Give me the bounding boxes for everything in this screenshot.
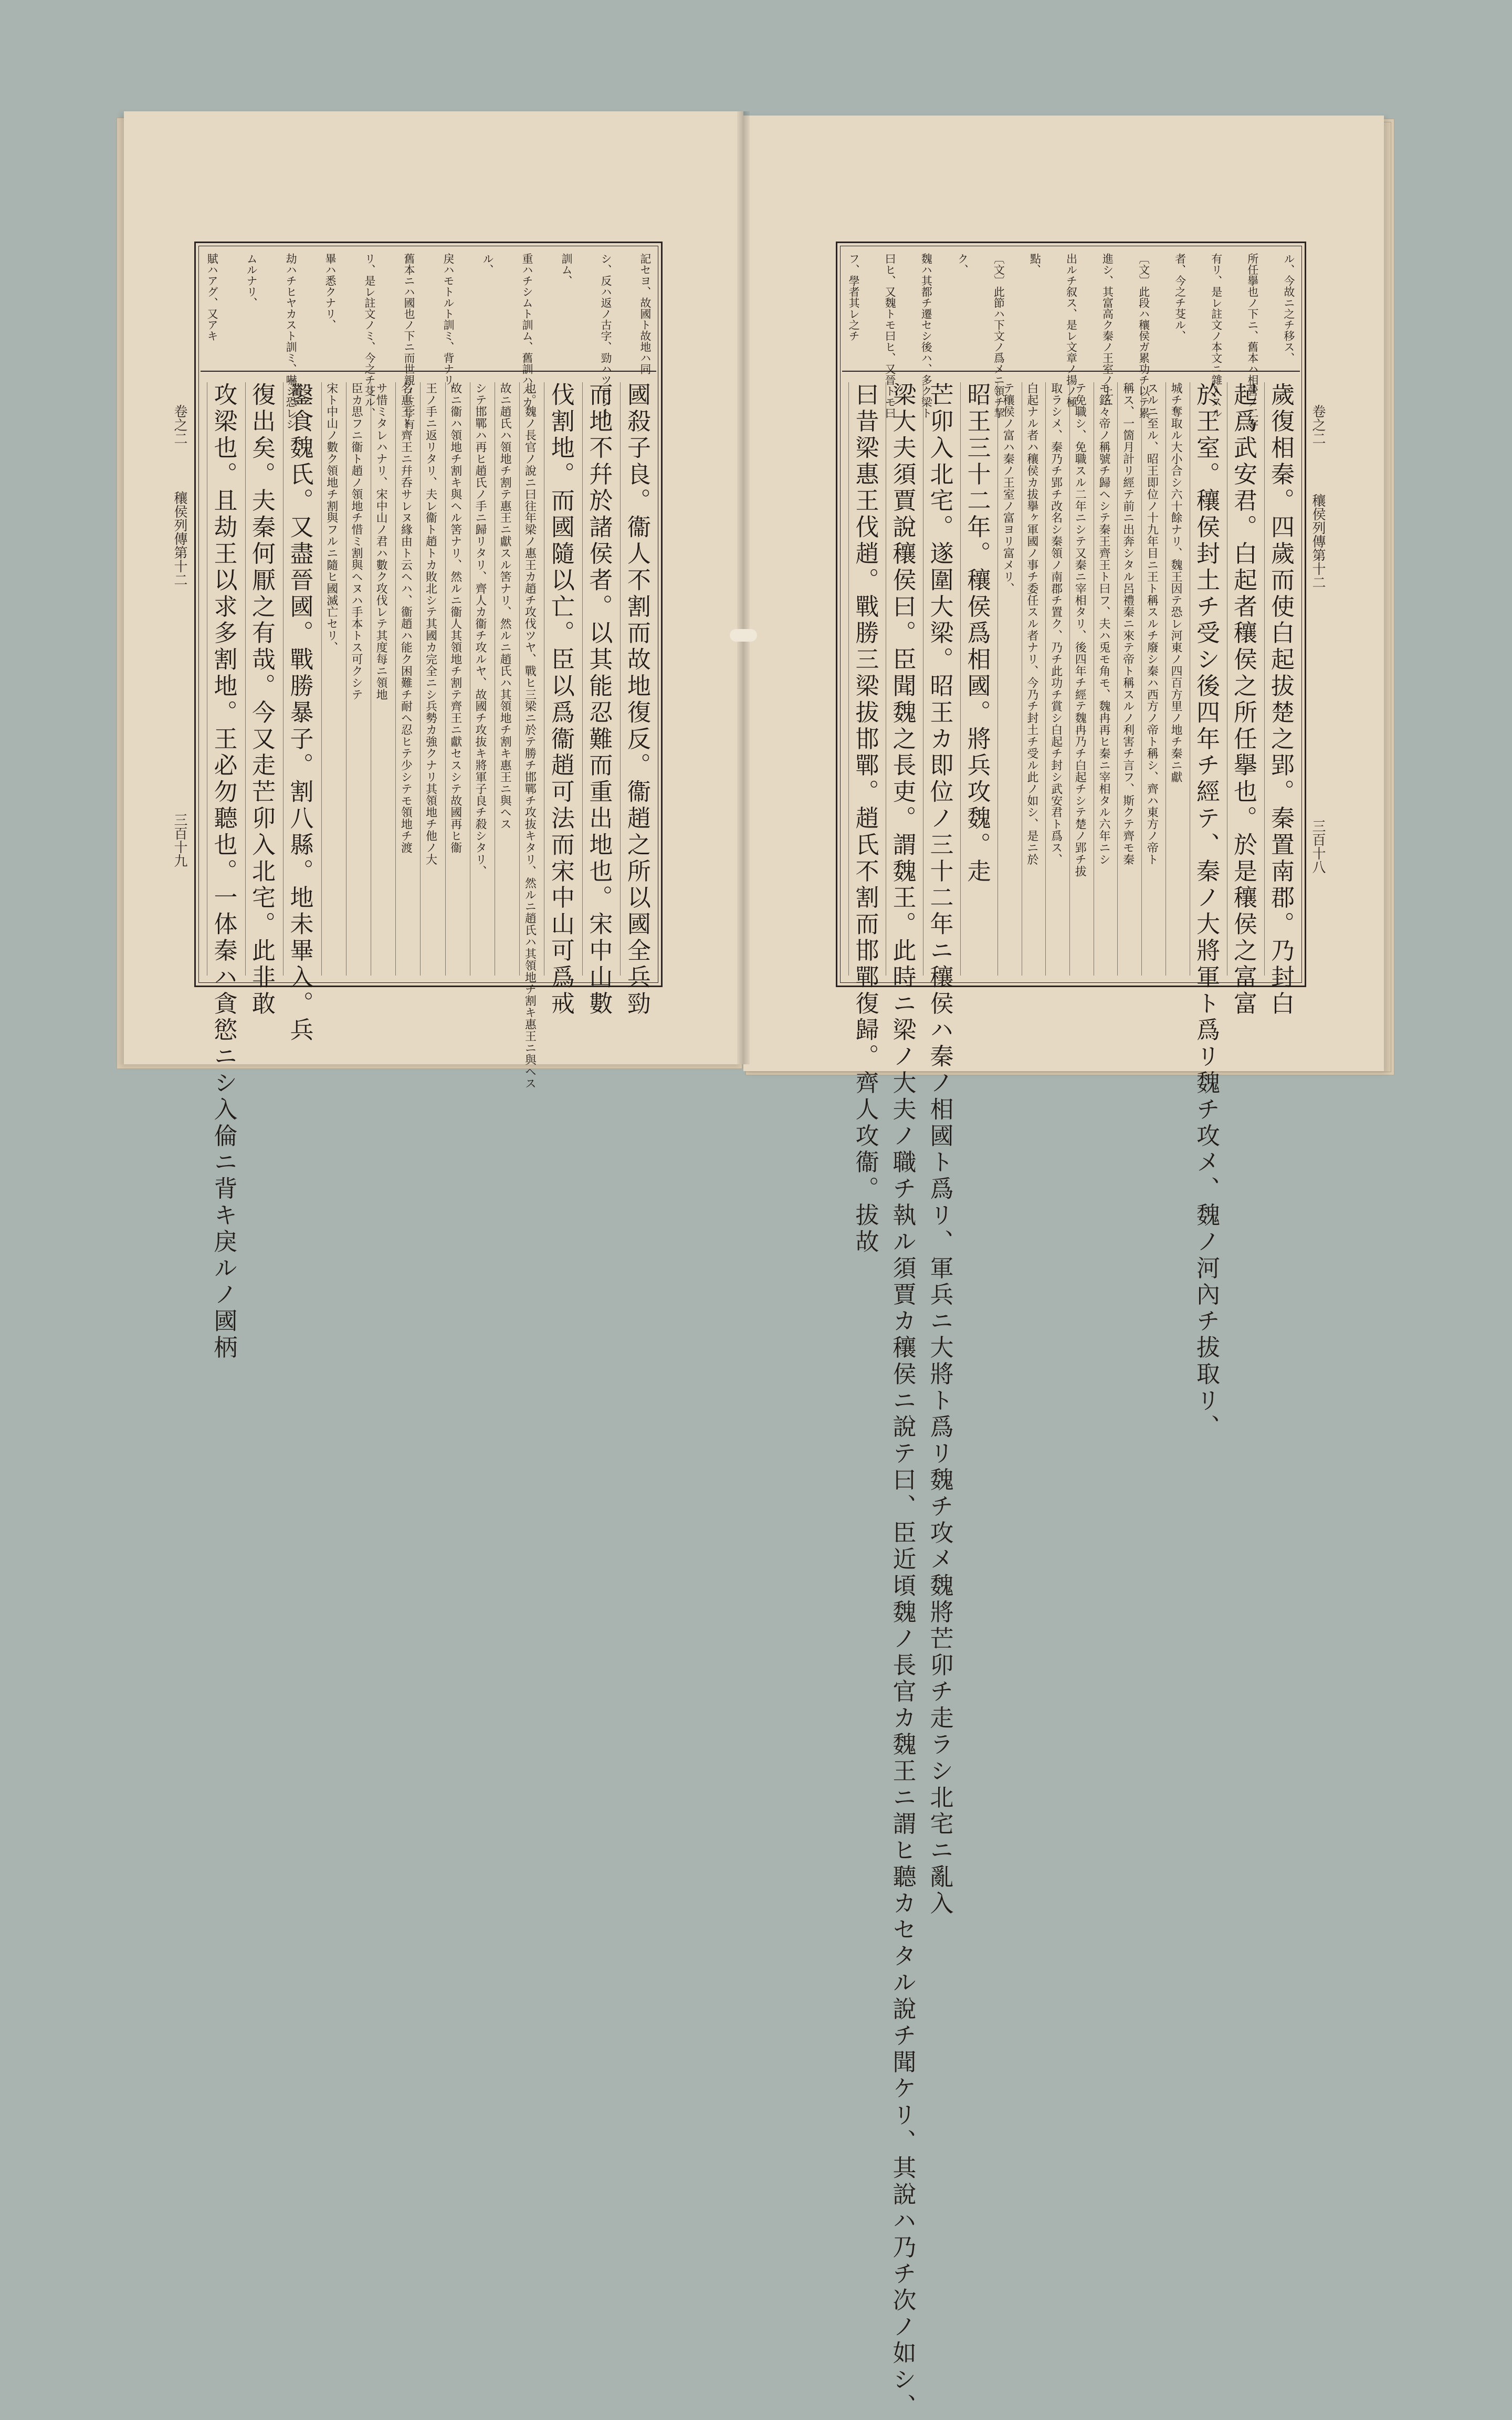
commentary-column: 也。魏ノ長官ノ說ニ曰往年梁ノ惠王カ趙チ攻伐ツヤ、戰ヒ三梁ニ於テ勝チ邯鄲チ攻抜キタリ、然ルニ趙氏ハ其領地チ割キ惠王ニ與ヘス [519,382,536,976]
headnote-line: リ、是レ註文ノミ、今之チ芟ル、 [363,253,376,418]
commentary-column: 臣カ思フニ衞ト趙ノ領地チ惜ミ割與ヘヌハ手本トス可クシテ [346,382,362,976]
text-column: 鑿食魏氏。又盡晉國。戰勝暴子。割八縣。地未畢入。兵 [283,382,313,976]
headnote-line: 有リ、是レ註文ノ本文ニ雜入スル [1210,253,1223,418]
commentary-column: 故ニ趙氏ハ領地チ割テ惠王ニ獻スル筈ナリ、然ルニ趙氏ハ其領地チ割キ惠王ニ與ヘス [495,382,511,976]
headnote-line: 劫ハチヒヤカスト訓ミ、嚇シ恐レシ [285,253,298,429]
text-column: 曰昔梁惠王伐趙。戰勝三梁拔邯鄲。趙氏不割而邯鄲復歸。齊人攻衞。拔故 [848,382,878,976]
text-column: 攻梁也。且劫王以求多割地。王必勿聽也。一体秦ハ貪慾ニシ入倫ニ背キ戾ルノ國柄 [207,382,237,976]
text-column: 昭王三十二年。穰侯爲相國。將兵攻魏。走 [960,382,990,976]
headnote-line: ク、 [956,253,969,275]
right-main-text [842,373,1300,2420]
text-column: 國殺子良。衞人不割而故地復反。衞趙之所以國全兵勁 [620,382,650,976]
right-margin-page-number: 三百十八 [1310,819,1326,874]
text-column: 而地不幷於諸侯者。以其能忍難而重出地也。宋中山數 [582,382,612,976]
headnote-line: 記セヨ、故國ト故地ハ同 [638,253,652,374]
binding-thread [730,629,757,642]
headnote-line: 進シ、其富高ク秦ノ王室ノ上ニ [1101,253,1114,407]
commentary-column: モ銘々帝ノ稱號チ歸ヘシテ秦王齊王ト曰フ、夫ハ兎モ角モ、魏冉再ヒ秦ニ宰相タル六年ニシ [1094,382,1110,976]
headnote-line: 舊本ニハ國也ノ下ニ而世親ノ三字有 [403,253,416,429]
headnote-line: 者、今之チ芟ル、 [1173,253,1186,341]
headnote-line: ル、 [481,253,494,275]
book-gutter [737,111,750,1064]
headnote-line: ムルナリ、 [245,253,258,308]
right-margin-volume: 卷之二 [1310,404,1326,445]
headnote-line: 〔文〕此段ハ穰侯ガ累功チ以テ累 [1137,253,1150,418]
right-headnotes [842,248,1300,429]
text-column: 芒卯入北宅。遂圍大梁。昭王カ即位ノ三十二年ニ穰侯ハ秦ノ相國ト爲リ、軍兵ニ大將ト爲リ魏チ攻メ魏將芒卯チ走ラシ北宅ニ亂入 [923,382,953,976]
right-margin-title: 穰侯列傳第十二 [1310,494,1326,589]
headnote-line: シ、反ハ返ノ古字、勁ハツヨシト [599,253,612,418]
headnote-line: 戾ハモトルト訓ミ、背ナリ、 [442,253,455,396]
text-column: 起爲武安君。白起者穰侯之所任擧也。於是穰侯之富富 [1227,382,1257,976]
left-text-frame [194,242,663,1361]
left-margin-volume: 卷之二 [172,404,187,445]
commentary-column: 名惠王ト齊王ニ幷呑サレヌ緣由ト云ヘハ、衞趙ハ能ク困難チ耐ヘ忍ヒテ少シテモ領地チ渡 [395,382,412,976]
headnote-line: フ、學者其レ之チ [847,253,860,341]
headnote-line: 畢ハ悉クナリ、 [324,253,337,330]
commentary-column: 宋ト中山ノ數ク領地チ割與フルニ隨ヒ國滅亡セリ、 [321,382,338,976]
commentary-column: シテ邯鄲ハ再ヒ趙氏ノ手ニ歸リタリ、齊人カ衞チ攻ルヤ、故國チ攻抜キ將軍子良チ殺シタリ、 [470,382,486,976]
commentary-column: テ穰侯ノ富ハ秦ノ王室ノ富ヨリ富メリ、 [998,382,1014,976]
commentary-column: 白起ナル者ハ穰侯カ拔擧ヶ軍國ノ事チ委任スル者ナリ、今乃チ封土チ受ル此ノ如シ、是ニ於 [1022,382,1038,976]
text-column: 梁大夫須賈說穰侯曰。臣聞魏之長吏。謂魏王。此時ニ梁ノ大夫ノ職チ執ル須賈カ穰侯ニ說テ曰、臣近頃魏ノ長官カ魏王ニ謂ヒ聽カセタル說チ聞ケリ、其說ハ乃チ次ノ如シ、 [886,382,916,976]
headnote-line: 訓ム、 [560,253,573,286]
commentary-column: サ惜ミタレハナリ、宋中山ノ君ハ數ク攻伐レテ其度每ニ領地 [371,382,387,976]
headnote-line: ル、今故ニ之チ移ス、 [1282,253,1295,363]
commentary-column: スルニ至ル、昭王即位ノ十九年目ニ王ト稱スルチ廢シ秦ハ西方ノ帝ト稱シ、齊ハ東方ノ帝ト [1141,382,1158,976]
left-margin-title: 穰侯列傳第十二 [172,491,187,586]
headnote-line: 賦ハアグ、又アキ [206,253,219,341]
commentary-column: 稱ス、一箇月計リ經テ前ニ出奔シタル呂禮秦ニ來テ帝ト稱スルノ利害チ言フ、斯クテ齊モ秦 [1117,382,1133,976]
headnote-line: 重ハチシムト訓ム、舊訓ハハカ [520,253,533,407]
text-column: 歲復相秦。四歲而使白起拔楚之郢。秦置南郡。乃封白 [1264,382,1294,976]
commentary-column: 故ニ衞ハ領地チ割キ與ヘル筈ナリ、然ルニ衞人其領地チ割テ齊王ニ獻セスシテ故國再ヒ衞 [445,382,461,976]
left-main-text [201,373,656,1361]
commentary-column: テ免職シ、免職スル二年ニシテ又秦ニ宰相タリ、後四年チ經テ魏冉乃チ白起チシテ楚ノ郢チ拔 [1069,382,1086,976]
right-text-frame [836,242,1306,2420]
text-column: 於王室。穰侯封土チ受シ後四年チ經テ、秦ノ大將軍ト爲リ魏チ攻メ、魏ノ河內チ拔取リ、 [1190,382,1220,976]
headnote-line: 所任擧也ノ下ニ、舊本ハ相營ノ二字 [1246,253,1259,429]
commentary-column: 王ノ手ニ返リタリ、夫レ衞ト趙トカ敗北シテ其國カ完全ニシ兵勢カ強クナリ其領地チ他ノ大 [420,382,436,976]
headnote-line: 出ルチ叙ス、是レ文章ノ揚ノ極 [1065,253,1078,407]
commentary-column: 取ラシメ、秦乃チ郢チ改名シ秦領ノ南郡チ置ク、乃チ此功チ賞シ白起チ封シ武安君ト爲ス、 [1045,382,1062,976]
left-margin-page-number: 三百十九 [172,813,187,867]
text-column: 伐割地。而國隨以亡。臣以爲衞趙可法而宋中山可爲戒 [544,382,574,976]
headnote-line: 〔文〕此節ハ下文ノ爲メニ領チ挈 [992,253,1005,418]
headnote-line: 曰ヒ、又魏トモ曰ヒ、又晉トモ曰 [884,253,897,418]
text-column: 復出矣。夫秦何厭之有哉。今又走芒卯入北宅。此非敢 [245,382,275,976]
headnote-line: 點、 [1028,253,1042,275]
headnote-line: 魏ハ其都チ遷セシ後ハ、多ク梁ト [920,253,933,418]
commentary-column: 城チ奪取ル大小合シ六十餘ナリ、魏王因テ恐レ河東ノ四百方里ノ地チ秦ニ獻 [1166,382,1182,976]
left-headnotes [201,248,656,429]
